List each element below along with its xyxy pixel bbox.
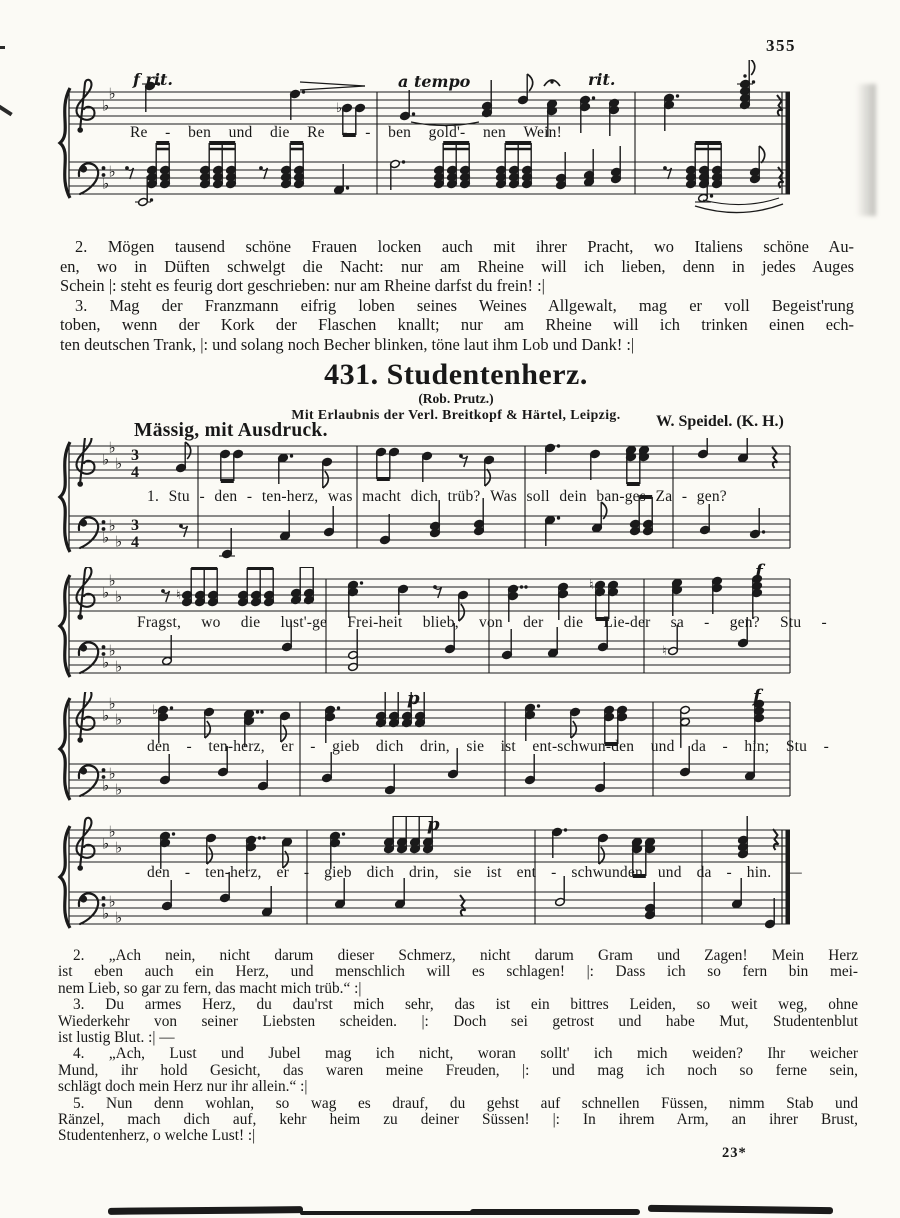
verse-line: nem Lieb, so gar zu fern, das macht mich trüb.“ :| — [58, 979, 362, 997]
verse-line: ist lustig Blut. :| — — [58, 1029, 175, 1047]
lyric-syllable: den — [147, 864, 170, 881]
bass-staff — [69, 641, 790, 673]
lyric-syllable: schwunden — [571, 864, 643, 881]
tempo-marking: Mässig, mit Ausdruck. — [134, 420, 328, 441]
song-permission: Mit Erlaubnis der Verl. Breitkopf & Härtel, Leipzig. — [291, 407, 621, 422]
lyric-syllable: gieb — [332, 738, 360, 755]
lyric-syllable: - — [726, 864, 732, 881]
bass-staff — [69, 162, 790, 194]
lyric-syllable: Fragst, — [137, 614, 182, 631]
svg-text:♭: ♭ — [115, 454, 123, 473]
svg-text:3: 3 — [131, 517, 139, 534]
lyric-syllable: ist — [486, 864, 502, 881]
dynamic-p: p — [427, 814, 440, 835]
treble-clef-icon — [76, 567, 94, 620]
lyric-syllable: dein — [559, 488, 587, 505]
lyric-syllable: er — [281, 738, 294, 755]
bass-notes — [179, 497, 765, 559]
verse-line: schlägt doch mein Herz nur ihr allein.“ :| — [58, 1078, 308, 1096]
lyrics-line — [147, 738, 829, 756]
svg-text:♭: ♭ — [102, 776, 110, 795]
verse-paragraph — [60, 296, 854, 355]
lyric-syllable: Wein! — [523, 124, 562, 141]
tempo-rit: rit. — [588, 70, 616, 89]
lyric-syllable: da — [696, 864, 712, 881]
verse-paragraph — [58, 1096, 858, 1145]
verse-line: 2. Mögen tausend schöne Frauen locken auch mit ihrer Pracht, wo Italiens schöne Au- — [75, 237, 854, 256]
svg-text:♭: ♭ — [108, 822, 116, 841]
lyric-syllable: ben — [188, 124, 212, 141]
lyric-syllable: Was — [490, 488, 517, 505]
lyric-syllable: die — [270, 124, 290, 141]
svg-text:♭: ♭ — [108, 694, 116, 713]
lyric-syllable: - — [821, 614, 827, 631]
verse-paragraph — [60, 237, 854, 296]
svg-text:♭: ♭ — [108, 641, 116, 660]
verse-line: ten deutschen Trank, |: und solang noch Becher blinken, töne laut ihm Lob und Dank! :| — [60, 334, 635, 354]
lyric-syllable: sie — [453, 864, 472, 881]
verse-line: Mund, ihr hold Gesicht, das waren meine Freuden, |: und mag ich noch so ferne sein, — [58, 1061, 858, 1079]
lyric-syllable: ent — [516, 864, 537, 881]
verse-line: Schein |: steht es feurig dort geschrieben: nur am Rheine darfst du frein! :| — [60, 276, 545, 296]
dynamic-f: f — [755, 561, 763, 582]
scan-artifact — [648, 1205, 833, 1214]
dynamic-p: p — [407, 688, 420, 709]
lyric-syllable: - — [186, 738, 192, 755]
bass-notes — [125, 143, 783, 207]
svg-text:♭: ♭ — [108, 892, 116, 911]
music-system-1 — [55, 438, 803, 560]
lyric-syllable: gieb — [324, 864, 352, 881]
lyric-syllable: Frei-heit — [347, 614, 403, 631]
lyric-syllable: Stu — [168, 488, 190, 505]
svg-text:♭: ♭ — [108, 516, 116, 535]
lyric-syllable: dich — [410, 488, 439, 505]
svg-text:4: 4 — [131, 534, 139, 551]
lyric-syllable: ban-ges — [596, 488, 646, 505]
footer-signature-mark: 23* — [722, 1145, 747, 1161]
lyrics-line — [130, 124, 562, 142]
svg-text:♮: ♮ — [176, 588, 181, 603]
lyric-syllable: wo — [201, 614, 221, 631]
lyric-syllable: dich — [376, 738, 404, 755]
scan-artifact — [0, 104, 13, 117]
bass-staff — [69, 516, 790, 548]
bass-staff — [69, 892, 790, 924]
svg-text:3: 3 — [131, 447, 139, 464]
scan-artifact — [300, 1211, 475, 1215]
treble-clef-icon — [76, 692, 94, 743]
lyric-syllable: blieb, — [422, 614, 459, 631]
lyric-syllable: der — [523, 614, 544, 631]
svg-text:♮: ♮ — [662, 644, 667, 659]
lyric-syllable: - — [199, 488, 205, 505]
lyric-syllable: - — [365, 124, 371, 141]
svg-text:♭: ♭ — [102, 583, 110, 602]
lyric-syllable: - — [704, 614, 710, 631]
lyric-syllable: - — [722, 738, 728, 755]
composer-credit: W. Speidel. (K. H.) — [656, 413, 784, 430]
lyric-syllable: Stu — [780, 614, 802, 631]
svg-text:♭: ♭ — [102, 834, 110, 853]
lyric-syllable: - — [823, 738, 829, 755]
music-system-3 — [55, 686, 829, 814]
treble-staff — [69, 92, 790, 124]
svg-text:♭: ♭ — [102, 450, 110, 469]
lyric-syllable: lust'-ge — [280, 614, 328, 631]
scan-artifact — [108, 1206, 303, 1215]
svg-text:♭: ♭ — [102, 904, 110, 923]
lyric-syllable: Stu — [785, 738, 808, 755]
svg-text:♭: ♭ — [108, 162, 116, 181]
song-lyricist: (Rob. Prutz.) — [418, 391, 494, 406]
svg-text:4: 4 — [131, 464, 139, 481]
scan-shadow — [856, 84, 876, 216]
lyric-syllable: die — [563, 614, 584, 631]
lyric-syllable: sie — [466, 738, 485, 755]
verse-line: 3. Du armes Herz, du dau'rst mich sehr, das ist ein bittres Leiden, so weit weg, ohne — [73, 996, 858, 1014]
treble-staff — [69, 702, 790, 734]
lyric-syllable: soll — [526, 488, 550, 505]
slur-arc — [695, 204, 783, 213]
svg-text:♭: ♭ — [115, 838, 123, 857]
lyric-syllable: Za — [655, 488, 673, 505]
lyric-syllable: den — [214, 488, 238, 505]
lyric-syllable: - — [342, 124, 348, 141]
lyric-syllable: was — [327, 488, 353, 505]
svg-text:♭: ♭ — [115, 908, 123, 927]
lyric-syllable: - — [246, 488, 253, 505]
verse-paragraph — [58, 997, 858, 1046]
svg-text:♭: ♭ — [102, 653, 110, 672]
lyric-syllable: er — [276, 864, 289, 881]
lyric-syllable: gen? — [729, 614, 760, 631]
svg-text:♭: ♭ — [108, 571, 116, 590]
lyric-syllable: - — [165, 124, 171, 141]
lyric-syllable: und — [650, 738, 675, 755]
lyric-syllable: ten-herz, — [261, 488, 319, 505]
lyrics-line — [147, 488, 727, 506]
svg-text:♭: ♭ — [336, 101, 343, 116]
scan-artifact — [470, 1209, 640, 1215]
lyrics-line — [147, 864, 802, 882]
lyric-syllable: ten-herz, — [205, 864, 262, 881]
lyric-syllable: drin, — [408, 864, 439, 881]
lyric-syllable: den — [147, 738, 170, 755]
lyric-syllable: - — [184, 864, 191, 881]
verse-line: en, wo in Düften schwelgt die Nacht: nur am Rheine will ich lieben, denn in jedes Auges — [60, 256, 854, 276]
lyric-syllable: gen? — [696, 488, 727, 505]
svg-text:♭: ♭ — [115, 780, 123, 799]
lyric-syllable: von — [479, 614, 503, 631]
lyric-syllable: Re — [130, 124, 148, 141]
lyric-syllable: macht — [362, 488, 402, 505]
lyric-syllable: hin. — [746, 864, 772, 881]
lyric-syllable: und — [228, 124, 253, 141]
song-verses — [58, 948, 858, 1145]
verse-line: Ränzel, mach dich auf, kehr heim zu deiner Süssen! |: In ihrem Arm, an ihrer Brust, — [58, 1111, 858, 1129]
lyric-syllable: hin; — [744, 738, 770, 755]
lyric-syllable: Re — [307, 124, 325, 141]
lyric-syllable: ten-herz, — [208, 738, 265, 755]
lyric-syllable: die — [240, 614, 261, 631]
svg-text:♭: ♭ — [115, 532, 123, 551]
svg-text:♭: ♭ — [115, 657, 123, 676]
svg-text:♭: ♭ — [108, 764, 116, 783]
svg-text:♭: ♭ — [102, 96, 110, 115]
lyric-syllable: — — [786, 864, 802, 881]
verse-line: Studentenherz, o welche Lust! :| — [58, 1127, 256, 1145]
svg-text:♮: ♮ — [589, 578, 594, 593]
song-title: 431. Studentenherz. — [324, 358, 588, 391]
verse-line: 5. Nun denn wohlan, so wag es drauf, du gehst auf schnellen Füssen, nimm Stab und — [73, 1094, 858, 1112]
music-system-2 — [55, 561, 827, 691]
svg-text:♭: ♭ — [102, 706, 110, 725]
lyric-syllable: - — [303, 864, 310, 881]
lyric-syllable: - — [681, 488, 688, 505]
previous-song-system — [55, 60, 803, 232]
lyric-syllable: drin, — [420, 738, 450, 755]
verse-line: 2. „Ach nein, nicht darum dieser Schmerz, nicht darum Gram und Zagen! Mein Herz — [73, 947, 858, 964]
slur-arc — [703, 198, 779, 205]
svg-text:♭: ♭ — [102, 174, 110, 193]
tempo-a-tempo: a tempo — [398, 72, 471, 91]
lyric-syllable: ent-schwun-den — [532, 738, 635, 755]
svg-text:♭: ♭ — [108, 84, 116, 103]
music-system-4 — [55, 816, 803, 944]
lyric-syllable: dich — [366, 864, 395, 881]
verse-line: 4. „Ach, Lust und Jubel mag ich nicht, woran sollt' ich mich weiden? Ihr weicher — [73, 1045, 858, 1063]
svg-text:♭: ♭ — [152, 703, 159, 718]
verse-line: 3. Mag der Franzmann eifrig loben seines Weines Allgewalt, mag er voll Begeist'rung — [75, 295, 854, 315]
page-number: 355 — [766, 36, 796, 55]
lyric-syllable: da — [691, 738, 707, 755]
verse-line: Wiederkehr von seiner Liebsten scheiden. |: Doch sei getrost und habe Mut, Studentenblut — [58, 1012, 858, 1030]
lyric-syllable: 1. — [147, 488, 160, 505]
lyric-syllable: sa — [670, 614, 684, 631]
lyric-syllable: und — [657, 864, 682, 881]
scan-artifact — [0, 46, 5, 49]
bass-staff — [69, 764, 790, 796]
lyric-syllable: trüb? — [447, 488, 481, 505]
previous-song-verses — [60, 237, 854, 355]
treble-staff — [69, 446, 790, 478]
verse-paragraph — [58, 1046, 858, 1095]
lyric-syllable: ben — [388, 124, 412, 141]
svg-text:♭: ♭ — [115, 710, 123, 729]
dynamic-f-rit: f rit. — [133, 70, 173, 89]
treble-clef-icon — [76, 80, 94, 133]
dynamic-f: f — [753, 686, 761, 707]
lyric-syllable: gold'- — [428, 124, 466, 141]
lyrics-line — [137, 614, 827, 632]
svg-text:♭: ♭ — [115, 587, 123, 606]
svg-text:♭: ♭ — [108, 438, 116, 457]
verse-line: ist eben auch ein Herz, und menschlich will es schlagen! |: Dass ich so fern bin mei- — [58, 963, 858, 981]
svg-text:♭: ♭ — [102, 528, 110, 547]
treble-clef-icon — [76, 818, 94, 871]
lyric-syllable: Lie-der — [603, 614, 651, 631]
verse-line: toben, wenn der Kork der Flaschen knallt; nur am Rheine will ich trinken einen ech- — [60, 315, 854, 335]
lyric-syllable: - — [310, 738, 316, 755]
final-barline — [786, 92, 791, 194]
verse-paragraph — [58, 948, 858, 997]
lyric-syllable: ist — [500, 738, 516, 755]
lyric-syllable: nen — [482, 124, 506, 141]
lyric-syllable: - — [551, 864, 557, 881]
treble-notes — [176, 438, 778, 488]
